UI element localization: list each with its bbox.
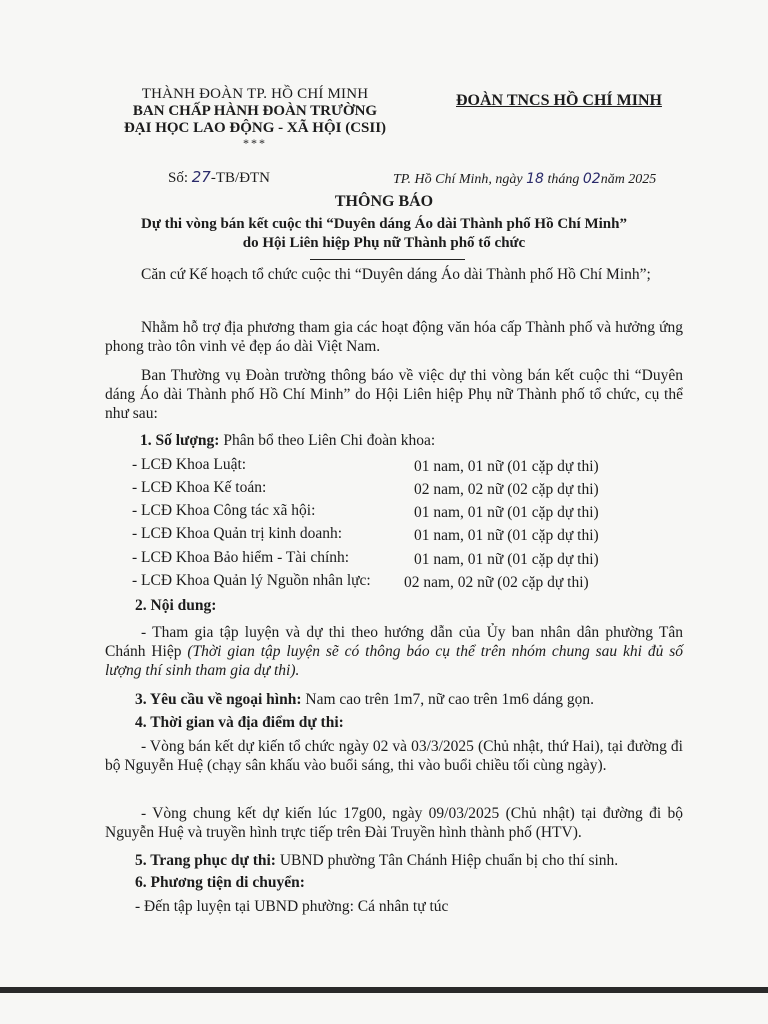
allocation-quota: 02 nam, 02 nữ (02 cặp dự thi) [414,481,599,498]
section-4-paragraph-1: - Vòng bán kết dự kiến tổ chức ngày 02 và 03/3/2025 (Chủ nhật, thứ Hai), tại đường đi bộ Nguyễn Huệ (chạy sân khấu vào buổi sáng, thi vào buổi chiều tối cùng ngày). [105,738,683,774]
intro-paragraph-2: Nhằm hỗ trợ địa phương tham gia các hoạt động văn hóa cấp Thành phố và hưởng ứng phong trào tôn vinh vẻ đẹp áo dài Việt Nam. [105,319,683,355]
handwritten-number: 27 [191,168,211,186]
allocation-quota: 01 nam, 01 nữ (01 cặp dự thi) [414,504,599,521]
allocation-unit: - LCĐ Khoa Bảo hiểm - Tài chính: [132,549,350,566]
scan-edge-bar [0,987,768,993]
section-4-heading: 4. Thời gian và địa điểm dự thi: [135,714,344,731]
intro-paragraph-3: Ban Thường vụ Đoàn trường thông báo về việc dự thi vòng bán kết cuộc thi “Duyên dáng Áo dài Thành phố Hồ Chí Minh” do Hội Liên hiệp Phụ nữ Thành phố tổ chức, cụ thể như sau: [105,367,683,422]
document-subtitle-2: do Hội Liên hiệp Phụ nữ Thành phố tổ chức [242,235,526,251]
org-line-2: BAN CHẤP HÀNH ĐOÀN TRƯỜNG [132,103,378,119]
allocation-quota: 01 nam, 01 nữ (01 cặp dự thi) [414,458,599,475]
section-3-heading: 3. Yêu cầu về ngoại hình: [135,691,302,708]
handwritten-month: 02 [582,171,601,187]
allocation-quota: 01 nam, 01 nữ (01 cặp dự thi) [414,551,599,568]
section-5-heading: 5. Trang phục dự thi: [135,852,276,869]
allocation-quota: 02 nam, 02 nữ (02 cặp dự thi) [404,574,589,591]
section-2-note: (Thời gian tập luyện sẽ có thông báo cụ thể trên nhóm chung sau khi đủ số lượng thí sinh tham gia dự thi). [105,643,683,679]
document-number: Số: 27-TB/ĐTN [168,168,271,186]
section-6-heading: 6. Phương tiện di chuyển: [135,874,305,891]
allocation-unit: - LCĐ Khoa Quản trị kinh doanh: [132,525,343,542]
allocation-quota: 01 nam, 01 nữ (01 cặp dự thi) [414,527,599,544]
section-5: 5. Trang phục dự thi: UBND phường Tân Chánh Hiệp chuẩn bị cho thí sinh. [135,852,619,869]
section-2-heading: 2. Nội dung: [135,597,217,614]
org-line-1: THÀNH ĐOÀN TP. HỒ CHÍ MINH [141,86,369,102]
title-underline [310,259,465,260]
section-1: 1. Số lượng: Phân bổ theo Liên Chi đoàn khoa: [140,432,436,449]
allocation-unit: - LCĐ Khoa Quản lý Nguồn nhân lực: [132,572,371,589]
handwritten-day: 18 [526,171,544,187]
issuing-organization [100,86,410,149]
allocation-unit: - LCĐ Khoa Luật: [132,456,247,473]
allocation-unit: - LCĐ Khoa Công tác xã hội: [132,502,316,519]
section-3: 3. Yêu cầu về ngoại hình: Nam cao trên 1m7, nữ cao trên 1m6 dáng gọn. [135,691,595,708]
document-subtitle-1: Dự thi vòng bán kết cuộc thi “Duyên dáng Áo dài Thành phố Hồ Chí Minh” [141,216,627,232]
section-6-text: - Đến tập luyện tại UBND phường: Cá nhân tự túc [135,898,449,915]
header-stars: *** [243,136,267,150]
section-1-heading: 1. Số lượng: [140,432,220,449]
section-2-text: - Tham gia tập luyện và dự thi theo hướng dẫn của Ủy ban nhân dân phường Tân Chánh Hiệp (Thời gian tập luyện sẽ có thông báo cụ thể trên nhóm chung sau khi đủ số lượng thí sinh tham gia dự thi). [105,624,683,679]
allocation-unit: - LCĐ Khoa Kế toán: [132,479,267,496]
intro-paragraph-1: Căn cứ Kế hoạch tổ chức cuộc thi “Duyên dáng Áo dài Thành phố Hồ Chí Minh”; [141,266,651,283]
org-line-3: ĐẠI HỌC LAO ĐỘNG - XÃ HỘI (CSII) [123,120,387,136]
document-title: THÔNG BÁO [334,193,434,210]
section-4-paragraph-2: - Vòng chung kết dự kiến lúc 17g00, ngày 09/03/2025 (Chủ nhật) tại đường đi bộ Nguyễn Huệ và truyền hình trực tiếp trên Đài Truyền hình thành phố (HTV). [105,805,683,841]
document-date: TP. Hồ Chí Minh, ngày 18 tháng 02năm 2025 [393,171,657,187]
union-title: ĐOÀN TNCS HỒ CHÍ MINH [456,92,662,109]
